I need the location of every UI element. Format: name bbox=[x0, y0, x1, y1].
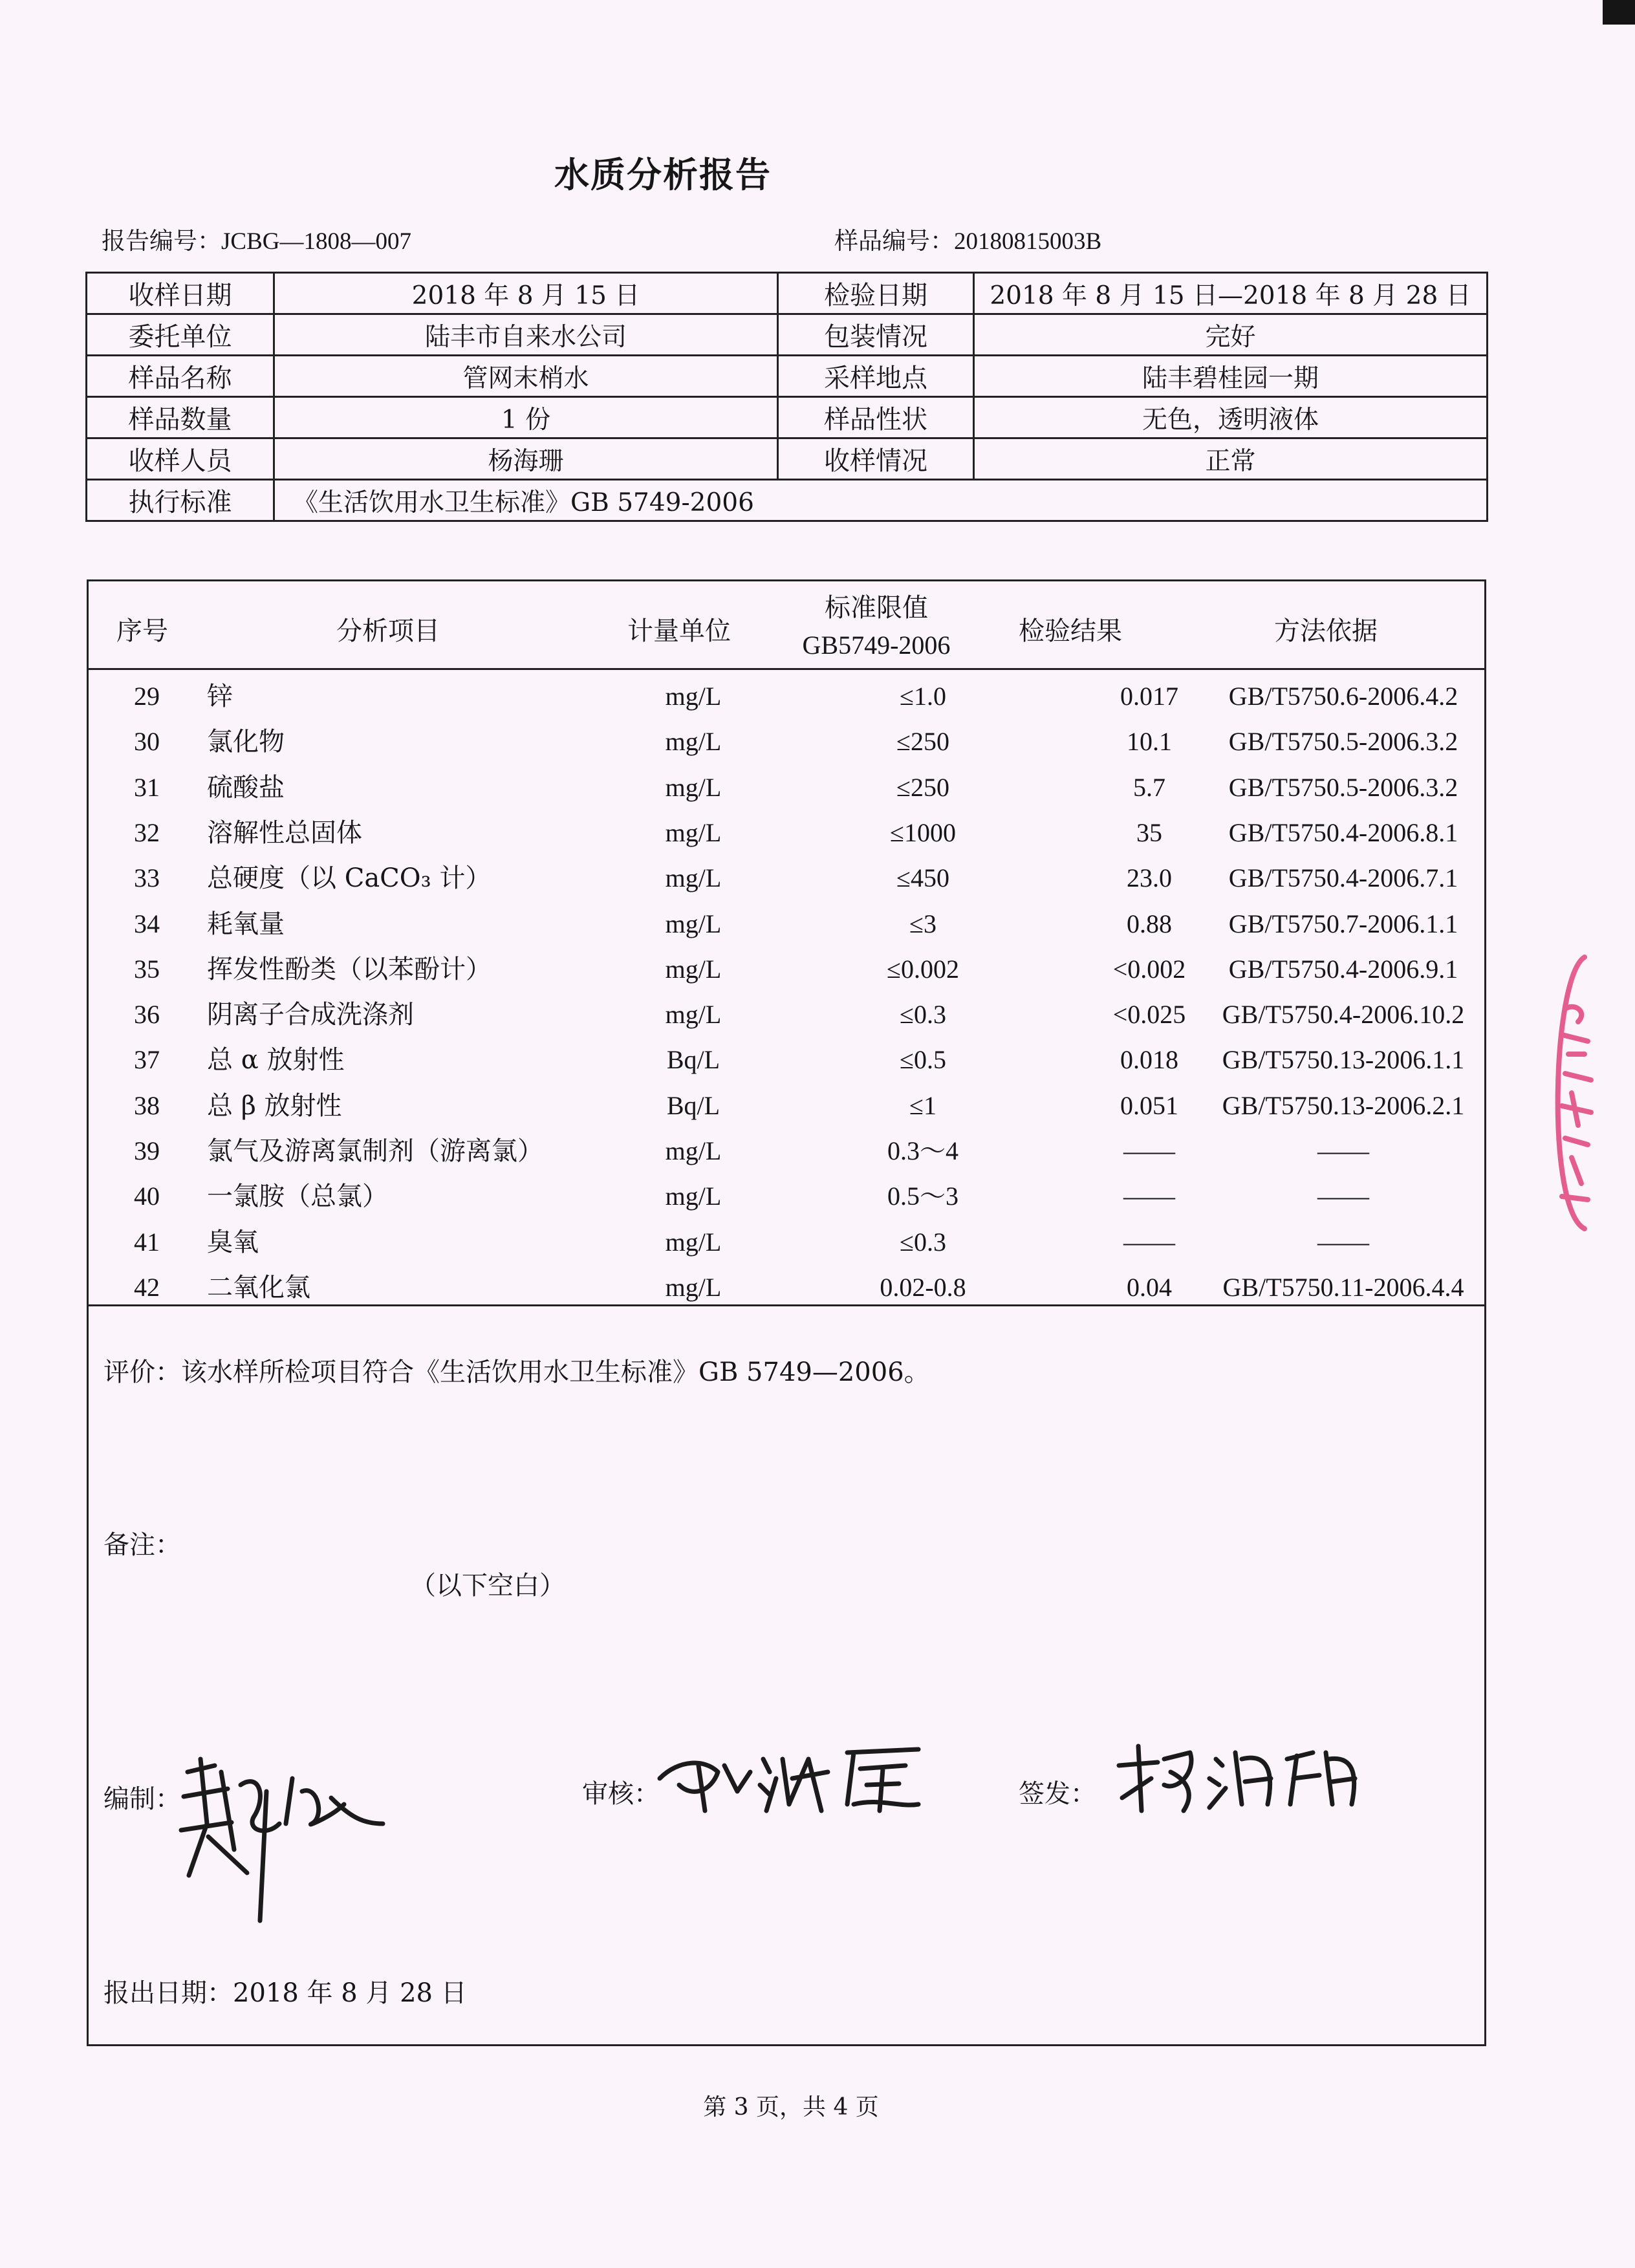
cell-unit: mg/L bbox=[665, 1136, 722, 1165]
remark-label: 备注： bbox=[103, 1530, 181, 1560]
sample-number-value: 20180815003B bbox=[954, 228, 1102, 255]
condition-value: 正常 bbox=[974, 438, 1488, 480]
cell-method: GB/T5750.4-2006.9.1 bbox=[1228, 954, 1458, 984]
cell-method: GB/T5750.4-2006.7.1 bbox=[1228, 863, 1458, 893]
reviewer-label: 审核： bbox=[582, 1779, 660, 1809]
cell-no: 39 bbox=[134, 1136, 160, 1165]
location-label: 采样地点 bbox=[778, 356, 974, 397]
page-footer: 第 3 页，共 4 页 bbox=[703, 2094, 879, 2121]
info-row bbox=[87, 480, 1488, 521]
cell-method: GB/T5750.5-2006.3.2 bbox=[1228, 772, 1458, 802]
cell-limit: ≤1 bbox=[909, 1090, 937, 1120]
sample-name-value: 管网末梢水 bbox=[274, 356, 778, 397]
cell-method: GB/T5750.13-2006.1.1 bbox=[1222, 1045, 1465, 1075]
cell-result: 35 bbox=[1136, 817, 1162, 847]
cell-result: 0.051 bbox=[1120, 1090, 1178, 1120]
cell-result: —— bbox=[1123, 1136, 1175, 1165]
cell-no: 42 bbox=[134, 1272, 160, 1302]
condition-label: 收样情况 bbox=[778, 438, 974, 480]
issuer-label: 签发： bbox=[1019, 1779, 1096, 1809]
cell-limit: ≤1000 bbox=[890, 817, 956, 847]
cell-no: 38 bbox=[134, 1090, 160, 1120]
compiler-signature bbox=[169, 1746, 402, 1927]
receiver-value: 杨海珊 bbox=[274, 438, 778, 480]
info-row bbox=[87, 273, 1488, 314]
cell-unit: mg/L bbox=[665, 727, 722, 757]
cell-unit: Bq/L bbox=[666, 1090, 720, 1120]
cell-item: 总 β 放射性 bbox=[207, 1090, 342, 1121]
report-number-value: JCBG—1808—007 bbox=[221, 228, 411, 255]
info-row bbox=[87, 356, 1488, 397]
cell-method: GB/T5750.4-2006.10.2 bbox=[1222, 1000, 1465, 1030]
quantity-value: 1 份 bbox=[274, 397, 778, 438]
table-row bbox=[89, 992, 1484, 1037]
receive-date-value: 2018 年 8 月 15 日 bbox=[274, 273, 778, 314]
issue-date: 报出日期：2018 年 8 月 28 日 bbox=[103, 1978, 467, 2008]
table-row bbox=[89, 674, 1484, 719]
property-value: 无色，透明液体 bbox=[974, 397, 1488, 438]
cell-limit: 0.3～4 bbox=[887, 1136, 958, 1165]
cell-result: —— bbox=[1123, 1182, 1175, 1211]
cell-item: 氯气及游离氯制剂（游离氯） bbox=[207, 1136, 543, 1166]
client-label: 委托单位 bbox=[87, 314, 274, 356]
location-value: 陆丰碧桂园一期 bbox=[974, 356, 1488, 397]
blank-note: （以下空白） bbox=[410, 1571, 565, 1601]
cell-result: 0.017 bbox=[1120, 682, 1178, 711]
client-value: 陆丰市自来水公司 bbox=[274, 314, 778, 356]
cell-limit: ≤0.5 bbox=[900, 1045, 946, 1075]
cell-no: 35 bbox=[134, 954, 160, 984]
cell-limit: ≤0.002 bbox=[887, 954, 959, 984]
cell-unit: mg/L bbox=[665, 909, 722, 938]
package-label: 包装情况 bbox=[778, 314, 974, 356]
cell-result: 0.88 bbox=[1127, 909, 1172, 938]
cell-method: —— bbox=[1317, 1136, 1369, 1165]
sample-number bbox=[834, 221, 1101, 256]
col-header-unit: 计量单位 bbox=[627, 616, 731, 646]
cell-unit: mg/L bbox=[665, 1272, 722, 1302]
cell-method: —— bbox=[1317, 1182, 1369, 1211]
report-number bbox=[102, 221, 411, 256]
evaluation-text: 评价：该水样所检项目符合《生活饮用水卫生标准》GB 5749—2006。 bbox=[103, 1357, 930, 1387]
col-header-result: 检验结果 bbox=[1019, 616, 1122, 646]
cell-item: 总 α 放射性 bbox=[207, 1045, 345, 1075]
cell-result: <0.002 bbox=[1112, 954, 1186, 984]
table-row bbox=[89, 902, 1484, 947]
cell-method: GB/T5750.11-2006.4.4 bbox=[1222, 1272, 1464, 1302]
table-row bbox=[89, 719, 1484, 764]
standard-value: 《生活饮用水卫生标准》GB 5749-2006 bbox=[274, 480, 1488, 521]
sample-info-table bbox=[85, 272, 1488, 522]
cell-method: GB/T5750.4-2006.8.1 bbox=[1228, 817, 1458, 847]
cell-no: 29 bbox=[134, 682, 160, 711]
cell-no: 30 bbox=[134, 727, 160, 757]
test-date-value: 2018 年 8 月 15 日—2018 年 8 月 28 日 bbox=[974, 273, 1488, 314]
cell-no: 37 bbox=[134, 1045, 160, 1075]
table-row bbox=[89, 1129, 1484, 1174]
table-row bbox=[89, 856, 1484, 901]
cell-no: 34 bbox=[134, 909, 160, 938]
cell-item: 锌 bbox=[207, 682, 233, 711]
cell-item: 臭氧 bbox=[207, 1227, 259, 1257]
sample-name-label: 样品名称 bbox=[87, 356, 274, 397]
info-row bbox=[87, 397, 1488, 438]
col-header-method: 方法依据 bbox=[1274, 616, 1378, 646]
cell-result: <0.025 bbox=[1112, 1000, 1186, 1030]
red-seal-stamp bbox=[1539, 951, 1604, 1235]
receiver-label: 收样人员 bbox=[87, 438, 274, 480]
sample-number-label: 样品编号： bbox=[834, 227, 954, 255]
cell-item: 挥发性酚类（以苯酚计） bbox=[207, 954, 492, 984]
cell-result: 5.7 bbox=[1133, 772, 1165, 802]
table-row bbox=[89, 1083, 1484, 1129]
header-divider bbox=[87, 668, 1486, 670]
standard-label: 执行标准 bbox=[87, 480, 274, 521]
cell-result: 0.04 bbox=[1127, 1272, 1172, 1302]
col-header-item: 分析项目 bbox=[336, 616, 440, 646]
table-row bbox=[89, 1220, 1484, 1265]
package-value: 完好 bbox=[974, 314, 1488, 356]
cell-no: 41 bbox=[134, 1227, 160, 1257]
cell-method: GB/T5750.5-2006.3.2 bbox=[1228, 727, 1458, 757]
info-row bbox=[87, 314, 1488, 356]
cell-unit: mg/L bbox=[665, 1182, 722, 1211]
cell-unit: Bq/L bbox=[666, 1045, 720, 1075]
test-date-label: 检验日期 bbox=[778, 273, 974, 314]
cell-item: 氯化物 bbox=[207, 727, 285, 757]
scan-edge-mark bbox=[1603, 0, 1635, 25]
cell-limit: ≤1.0 bbox=[900, 682, 946, 711]
cell-result: 0.018 bbox=[1120, 1045, 1178, 1075]
table-row bbox=[89, 765, 1484, 810]
cell-item: 溶解性总固体 bbox=[207, 817, 362, 848]
col-header-limit-standard: GB5749-2006 bbox=[802, 631, 951, 660]
info-row bbox=[87, 438, 1488, 480]
cell-limit: 0.02-0.8 bbox=[880, 1272, 966, 1302]
cell-unit: mg/L bbox=[665, 772, 722, 802]
cell-unit: mg/L bbox=[665, 863, 722, 893]
cell-limit: ≤0.3 bbox=[900, 1227, 946, 1257]
report-number-label: 报告编号： bbox=[102, 227, 221, 255]
table-row bbox=[89, 810, 1484, 856]
cell-method: GB/T5750.6-2006.4.2 bbox=[1228, 682, 1458, 711]
cell-limit: ≤450 bbox=[896, 863, 949, 893]
cell-no: 31 bbox=[134, 772, 160, 802]
cell-result: —— bbox=[1123, 1227, 1175, 1257]
cell-limit: ≤250 bbox=[896, 727, 949, 757]
property-label: 样品性状 bbox=[778, 397, 974, 438]
cell-no: 32 bbox=[134, 817, 160, 847]
cell-unit: mg/L bbox=[665, 1000, 722, 1030]
cell-limit: ≤3 bbox=[909, 909, 937, 938]
receive-date-label: 收样日期 bbox=[87, 273, 274, 314]
cell-unit: mg/L bbox=[665, 682, 722, 711]
cell-result: 23.0 bbox=[1127, 863, 1172, 893]
quantity-label: 样品数量 bbox=[87, 397, 274, 438]
issuer-signature bbox=[1112, 1733, 1384, 1817]
cell-no: 40 bbox=[134, 1182, 160, 1211]
cell-item: 阴离子合成洗涤剂 bbox=[207, 1000, 414, 1030]
cell-result: 10.1 bbox=[1127, 727, 1172, 757]
cell-method: GB/T5750.13-2006.2.1 bbox=[1222, 1090, 1465, 1120]
cell-limit: 0.5～3 bbox=[887, 1182, 958, 1211]
cell-method: GB/T5750.7-2006.1.1 bbox=[1228, 909, 1458, 938]
cell-item: 耗氧量 bbox=[207, 909, 285, 939]
reviewer-signature bbox=[653, 1733, 925, 1817]
cell-limit: ≤0.3 bbox=[900, 1000, 946, 1030]
cell-item: 二氧化氯 bbox=[207, 1272, 310, 1302]
cell-item: 总硬度（以 CaCO₃ 计） bbox=[207, 863, 492, 894]
col-header-limit: 标准限值 bbox=[825, 593, 928, 623]
cell-unit: mg/L bbox=[665, 1227, 722, 1257]
table-row bbox=[89, 1174, 1484, 1219]
cell-item: 一氯胺（总氯） bbox=[207, 1182, 388, 1212]
cell-limit: ≤250 bbox=[896, 772, 949, 802]
cell-unit: mg/L bbox=[665, 817, 722, 847]
cell-no: 36 bbox=[134, 1000, 160, 1030]
col-header-no: 序号 bbox=[116, 616, 168, 646]
table-row bbox=[89, 947, 1484, 992]
cell-item: 硫酸盐 bbox=[207, 772, 285, 803]
cell-unit: mg/L bbox=[665, 954, 722, 984]
table-row bbox=[89, 1037, 1484, 1083]
compiler-label: 编制： bbox=[103, 1784, 181, 1814]
page-title: 水质分析报告 bbox=[554, 154, 772, 195]
table-row bbox=[89, 1265, 1484, 1310]
cell-no: 33 bbox=[134, 863, 160, 893]
cell-method: —— bbox=[1317, 1227, 1369, 1257]
